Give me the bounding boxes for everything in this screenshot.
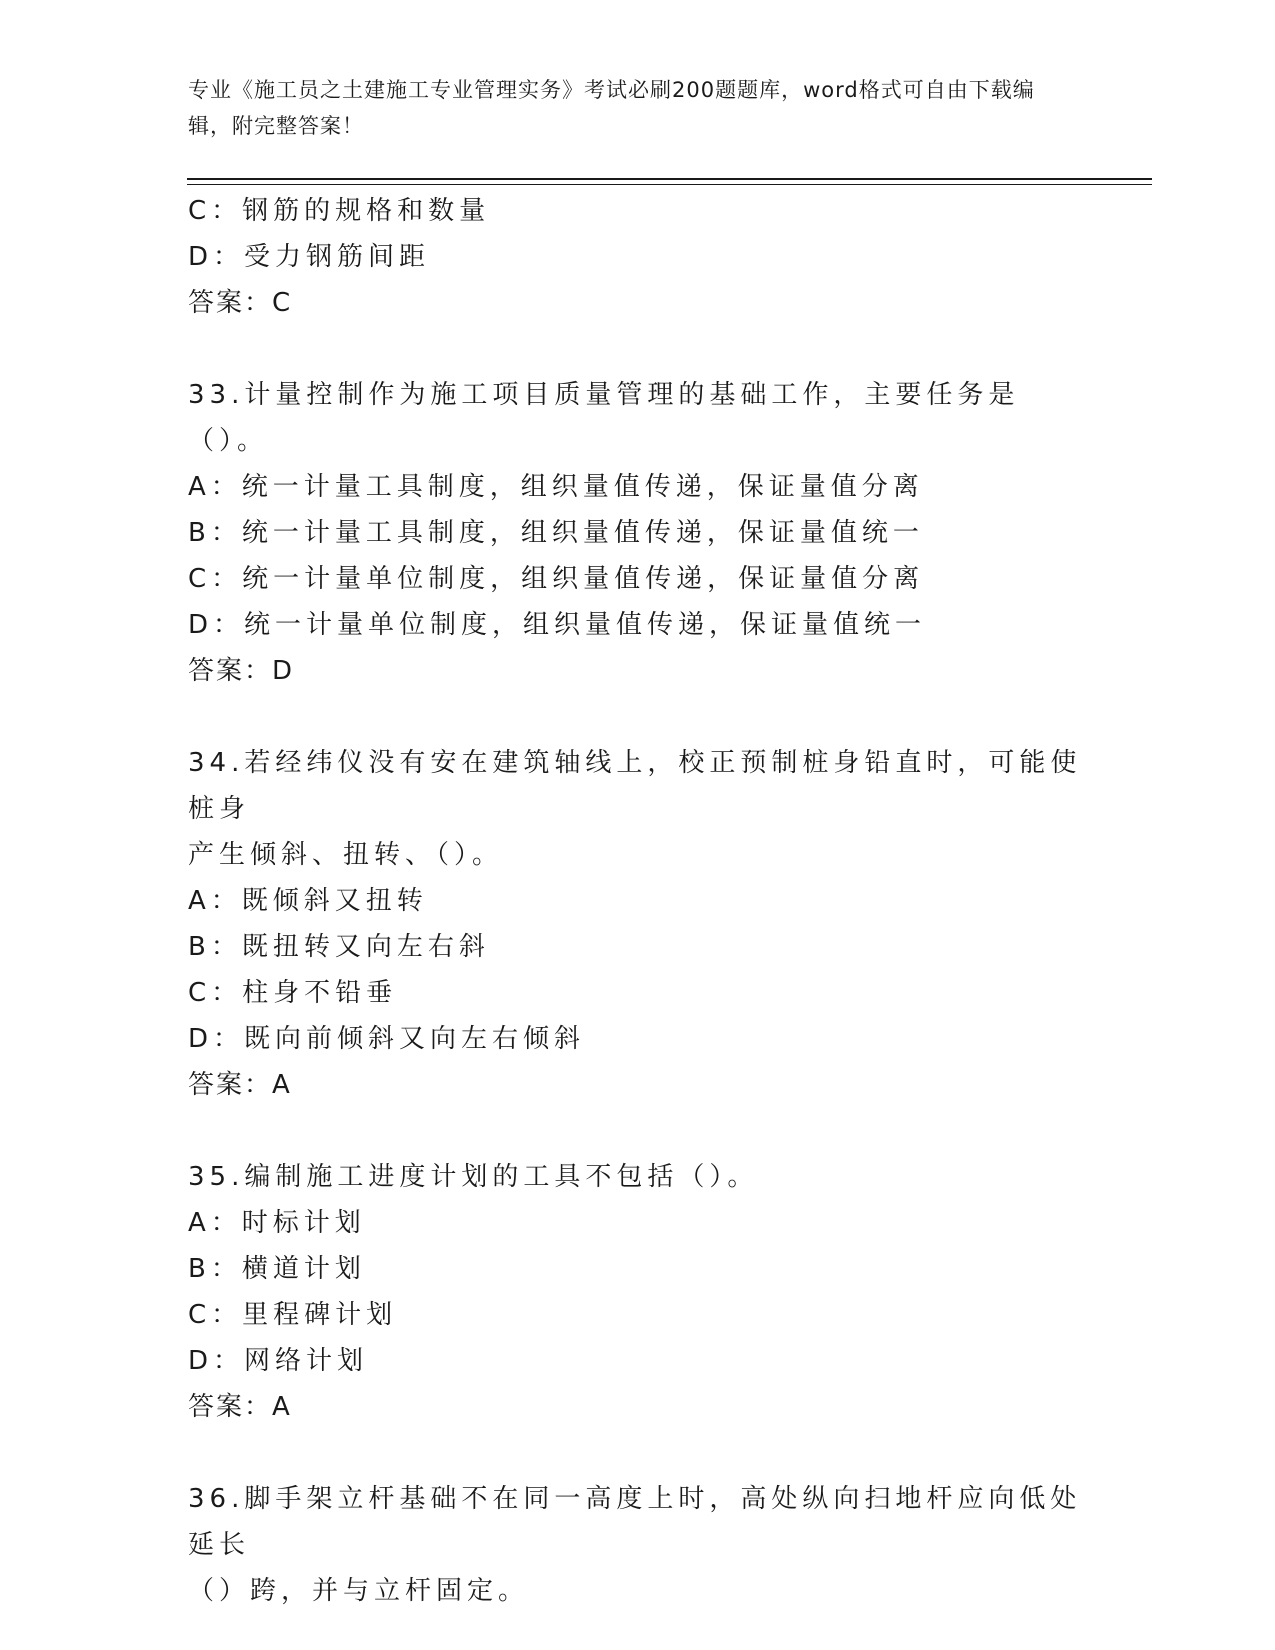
option-a: A：既倾斜又扭转 [188,886,428,916]
option-c: C：钢筋的规格和数量 [188,196,491,226]
question-stem: 33.计量控制作为施工项目质量管理的基础工作，主要任务是（）。 [188,380,1020,456]
option-d: D：网络计划 [188,1346,369,1376]
answer-line: 答案：A [188,1392,292,1422]
question-stem-line-1: 36.脚手架立杆基础不在同一高度上时，高处纵向扫地杆应向低处延长 [188,1484,1082,1560]
question-34 [188,740,1088,1108]
spacer [188,326,1088,372]
question-stem: 35.编制施工进度计划的工具不包括（）。 [188,1162,759,1192]
option-b: B：横道计划 [188,1254,366,1284]
option-d: D：受力钢筋间距 [188,242,431,272]
question-35 [188,1154,1088,1430]
option-c: C：里程碑计划 [188,1300,398,1330]
document-header [188,72,1068,144]
option-b: B：统一计量工具制度，组织量值传递，保证量值统一 [188,518,924,548]
header-divider-thick [187,178,1152,180]
question-32-continued [188,188,1088,326]
question-stem-line-2: 产生倾斜、扭转、（）。 [188,840,504,870]
answer-line: 答案：A [188,1070,292,1100]
spacer [188,1108,1088,1154]
question-36 [188,1476,1088,1614]
option-d: D：既向前倾斜又向左右倾斜 [188,1024,586,1054]
option-b: B：既扭转又向左右斜 [188,932,490,962]
option-c: C：统一计量单位制度，组织量值传递，保证量值分离 [188,564,925,594]
option-a: A：统一计量工具制度，组织量值传递，保证量值分离 [188,472,924,502]
question-stem-line-2: （）跨，并与立杆固定。 [188,1576,530,1606]
document-body [188,188,1088,1614]
spacer [188,1430,1088,1476]
question-33 [188,372,1088,694]
spacer [188,694,1088,740]
header-divider-thin [187,184,1152,185]
answer-line: 答案：D [188,656,295,686]
header-title: 专业《施工员之土建施工专业管理实务》考试必刷200题题库，word格式可自由下载编辑，附完整答案！ [188,78,1035,138]
question-stem-line-1: 34.若经纬仪没有安在建筑轴线上，校正预制桩身铅直时，可能使桩身 [188,748,1082,824]
answer-line: 答案：C [188,288,293,318]
option-c: C：柱身不铅垂 [188,978,398,1008]
option-a: A：时标计划 [188,1208,366,1238]
option-d: D：统一计量单位制度，组织量值传递，保证量值统一 [188,610,927,640]
